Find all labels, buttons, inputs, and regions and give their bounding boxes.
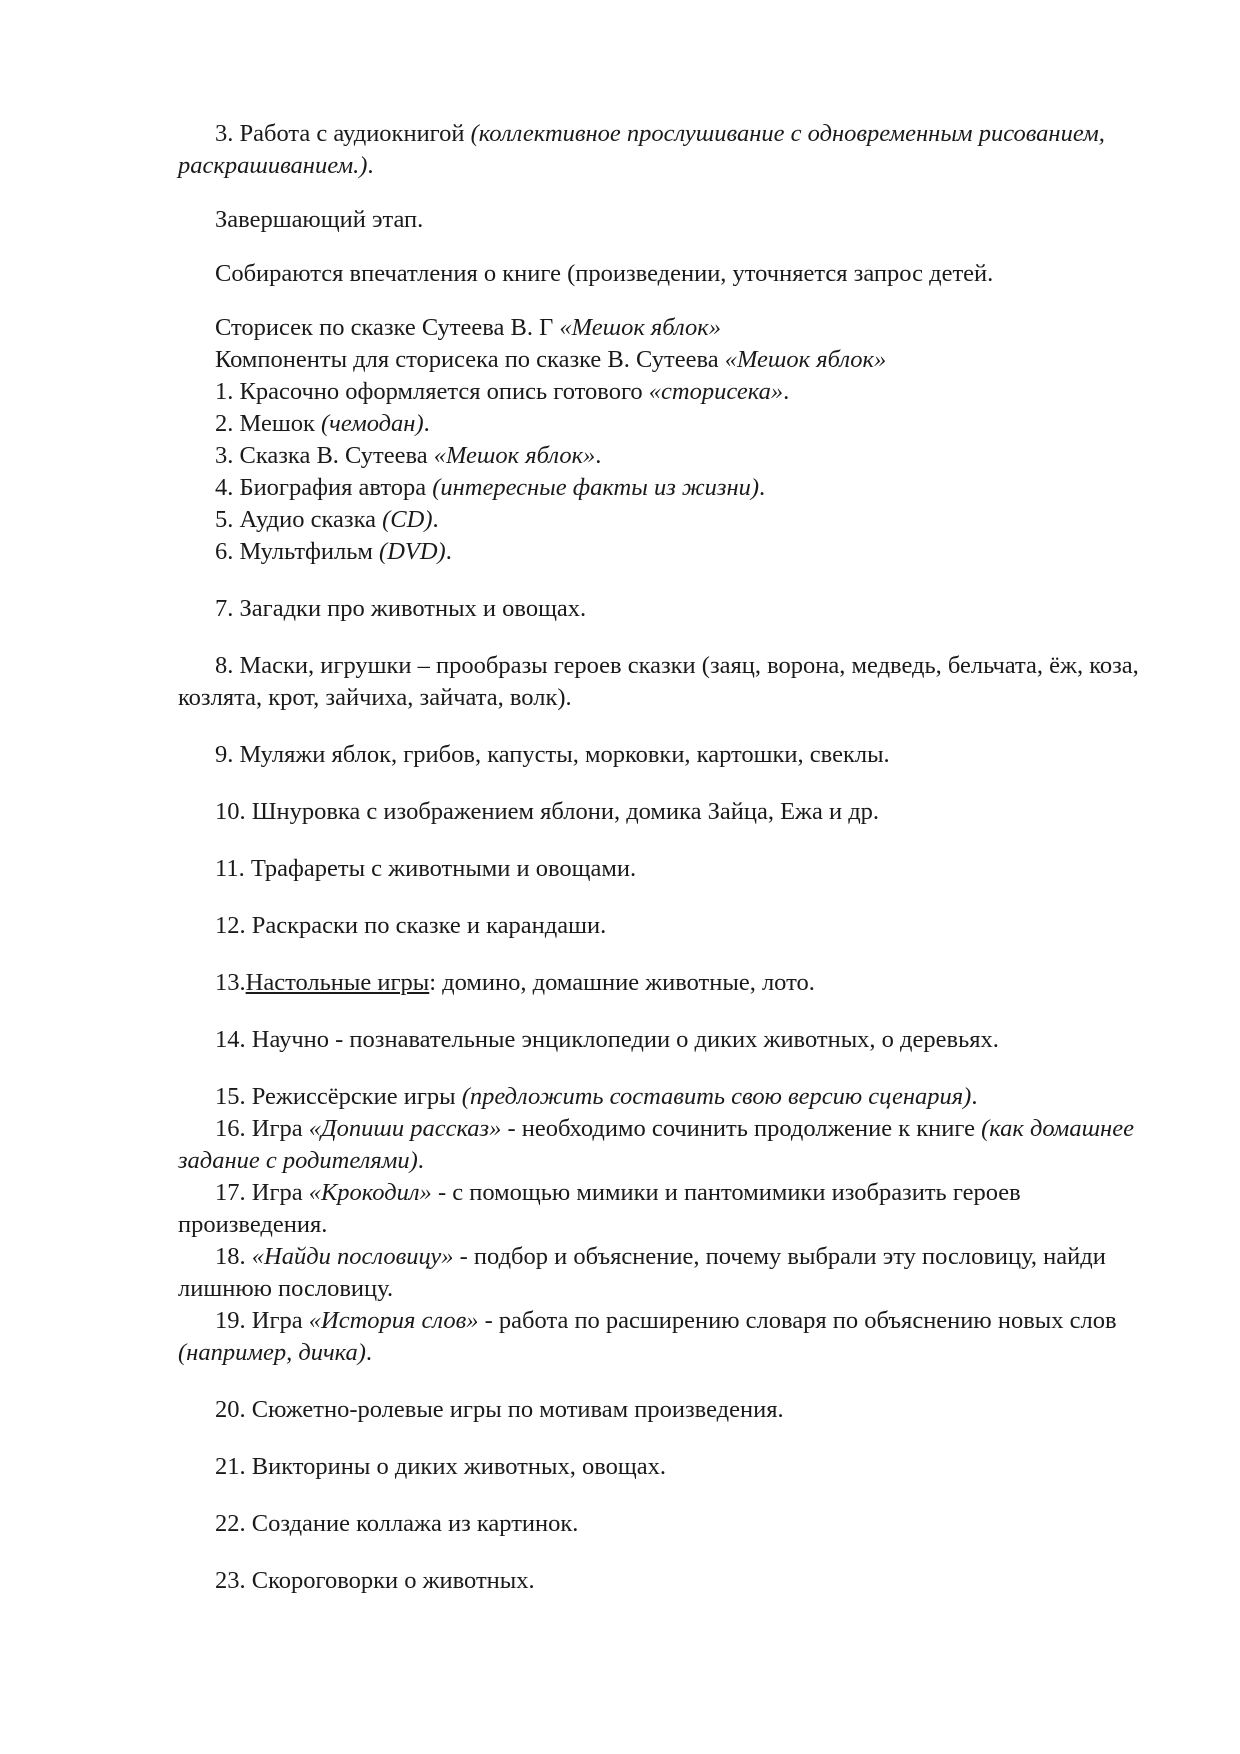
paragraph-audiobook xyxy=(178,118,1158,182)
list-item-2 xyxy=(178,408,1158,440)
text-run: 1. Красочно оформляется опись готового xyxy=(215,378,649,405)
text-run: 17. Игра xyxy=(215,1179,309,1206)
text-run: «Мешок яблок» xyxy=(559,314,721,341)
text-run: . xyxy=(595,442,602,469)
paragraph-components-heading xyxy=(178,344,1158,376)
text-run: Собираются впечатления о книге (произведении, уточняется запрос детей. xyxy=(215,260,994,287)
text-run: . xyxy=(759,474,766,501)
list-item-1 xyxy=(178,376,1158,408)
list-item-19 xyxy=(178,1305,1158,1369)
text-run: . xyxy=(445,538,452,565)
text-run: (чемодан) xyxy=(320,410,424,437)
text-run: «сторисека» xyxy=(648,378,784,405)
text-run: (интересные факты из жизни) xyxy=(432,474,760,501)
text-run: . xyxy=(423,410,430,437)
text-run: 4. Биография автора xyxy=(215,474,433,501)
text-run: - необходимо сочинить продолжение к книге xyxy=(501,1115,982,1142)
list-item-20 xyxy=(178,1394,1158,1426)
text-run: 12. Раскраски по сказке и карандаши. xyxy=(215,912,607,939)
text-run: 18. xyxy=(215,1243,252,1270)
text-run: 14. Научно - познавательные энциклопедии о диких животных, о деревьях. xyxy=(215,1026,999,1053)
list-item-10 xyxy=(178,796,1158,828)
text-run: (DVD) xyxy=(379,538,446,565)
text-run: Настольные игры xyxy=(245,969,430,996)
text-run: - подбор и объяснение, почему выбрали эту пословицу, найди лишнюю пословицу. xyxy=(178,1243,1106,1302)
text-run: . xyxy=(971,1083,978,1110)
text-run: «Крокодил» xyxy=(308,1179,432,1206)
text-run: Завершающий этап. xyxy=(215,206,424,233)
text-run: 8. Маски, игрушки – прообразы героев сказки (заяц, ворона, медведь, бельчата, ёж, коза, козлята, крот, зайчиха, зайчата, волк). xyxy=(178,652,1139,711)
text-run: 22. Создание коллажа из картинок. xyxy=(215,1510,579,1537)
text-run: . xyxy=(783,378,790,405)
text-run: 9. Муляжи яблок, грибов, капусты, морковки, картошки, свеклы. xyxy=(215,741,890,768)
text-run: 3. Сказка В. Сутеева xyxy=(215,442,434,469)
list-item-6 xyxy=(178,536,1158,568)
document-body xyxy=(178,118,1158,1597)
text-run: (например, дичка) xyxy=(178,1339,366,1366)
list-item-13 xyxy=(178,967,1158,999)
list-item-7 xyxy=(178,593,1158,625)
list-item-4 xyxy=(178,472,1158,504)
list-item-8 xyxy=(178,650,1158,714)
list-item-16 xyxy=(178,1113,1158,1177)
text-run: . xyxy=(432,506,439,533)
text-run: Компоненты для сторисека по сказке В. Сутеева xyxy=(215,346,725,373)
list-item-12 xyxy=(178,910,1158,942)
text-run: «Мешок яблок» xyxy=(433,442,596,469)
list-item-21 xyxy=(178,1451,1158,1483)
text-run: «Мешок яблок» xyxy=(724,346,887,373)
paragraph-final-stage xyxy=(178,204,1158,236)
text-run: 13. xyxy=(215,969,246,996)
paragraph-storysack-title xyxy=(178,312,1158,344)
text-run: 16. Игра xyxy=(215,1115,309,1142)
text-run: (предложить составить свою версию сценария) xyxy=(461,1083,972,1110)
text-run: - с помощью мимики и пантомимики изобразить героев произведения. xyxy=(178,1179,1021,1238)
text-run: (коллективное прослушивание с одновременным рисованием, раскрашиванием.) xyxy=(178,120,1105,179)
text-run: 21. Викторины о диких животных, овощах. xyxy=(215,1453,666,1480)
text-run: 23. Скороговорки о животных. xyxy=(215,1567,535,1594)
list-item-22 xyxy=(178,1508,1158,1540)
text-run: 5. Аудио сказка xyxy=(215,506,383,533)
list-item-14 xyxy=(178,1024,1158,1056)
text-run: . xyxy=(365,1339,373,1366)
text-run: 10. Шнуровка с изображением яблони, домика Зайца, Ежа и др. xyxy=(215,798,880,825)
text-run: - работа по расширению словаря по объяснению новых слов xyxy=(478,1307,1117,1334)
text-run: 19. Игра xyxy=(215,1307,309,1334)
list-item-5 xyxy=(178,504,1158,536)
text-run: (как домашнее задание с родителями) xyxy=(178,1115,1134,1174)
text-run: : домино, домашние животные, лото. xyxy=(429,969,815,996)
text-run: 2. Мешок xyxy=(215,410,321,437)
list-item-23 xyxy=(178,1565,1158,1597)
list-item-9 xyxy=(178,739,1158,771)
text-run: «Допиши рассказ» xyxy=(308,1115,502,1142)
list-item-18 xyxy=(178,1241,1158,1305)
text-run: 20. Сюжетно-ролевые игры по мотивам произведения. xyxy=(215,1396,784,1423)
text-run: (CD) xyxy=(382,506,433,533)
text-run: 15. Режиссёрские игры xyxy=(215,1083,462,1110)
text-run: 11. Трафареты с животными и овощами. xyxy=(215,855,637,882)
list-item-17 xyxy=(178,1177,1158,1241)
list-item-3 xyxy=(178,440,1158,472)
text-run: 6. Мультфильм xyxy=(215,538,380,565)
text-run: 3. Работа с аудиокнигой xyxy=(215,120,471,147)
text-run: . xyxy=(417,1147,424,1174)
list-item-11 xyxy=(178,853,1158,885)
text-run: 7. Загадки про животных и овощах. xyxy=(215,595,587,622)
text-run: «История слов» xyxy=(308,1307,479,1334)
text-run: Сторисек по сказке Сутеева В. Г xyxy=(215,314,560,341)
text-run: . xyxy=(367,152,374,179)
paragraph-impressions xyxy=(178,258,1158,290)
text-run: «Найди пословицу» xyxy=(251,1243,454,1270)
list-item-15 xyxy=(178,1081,1158,1113)
